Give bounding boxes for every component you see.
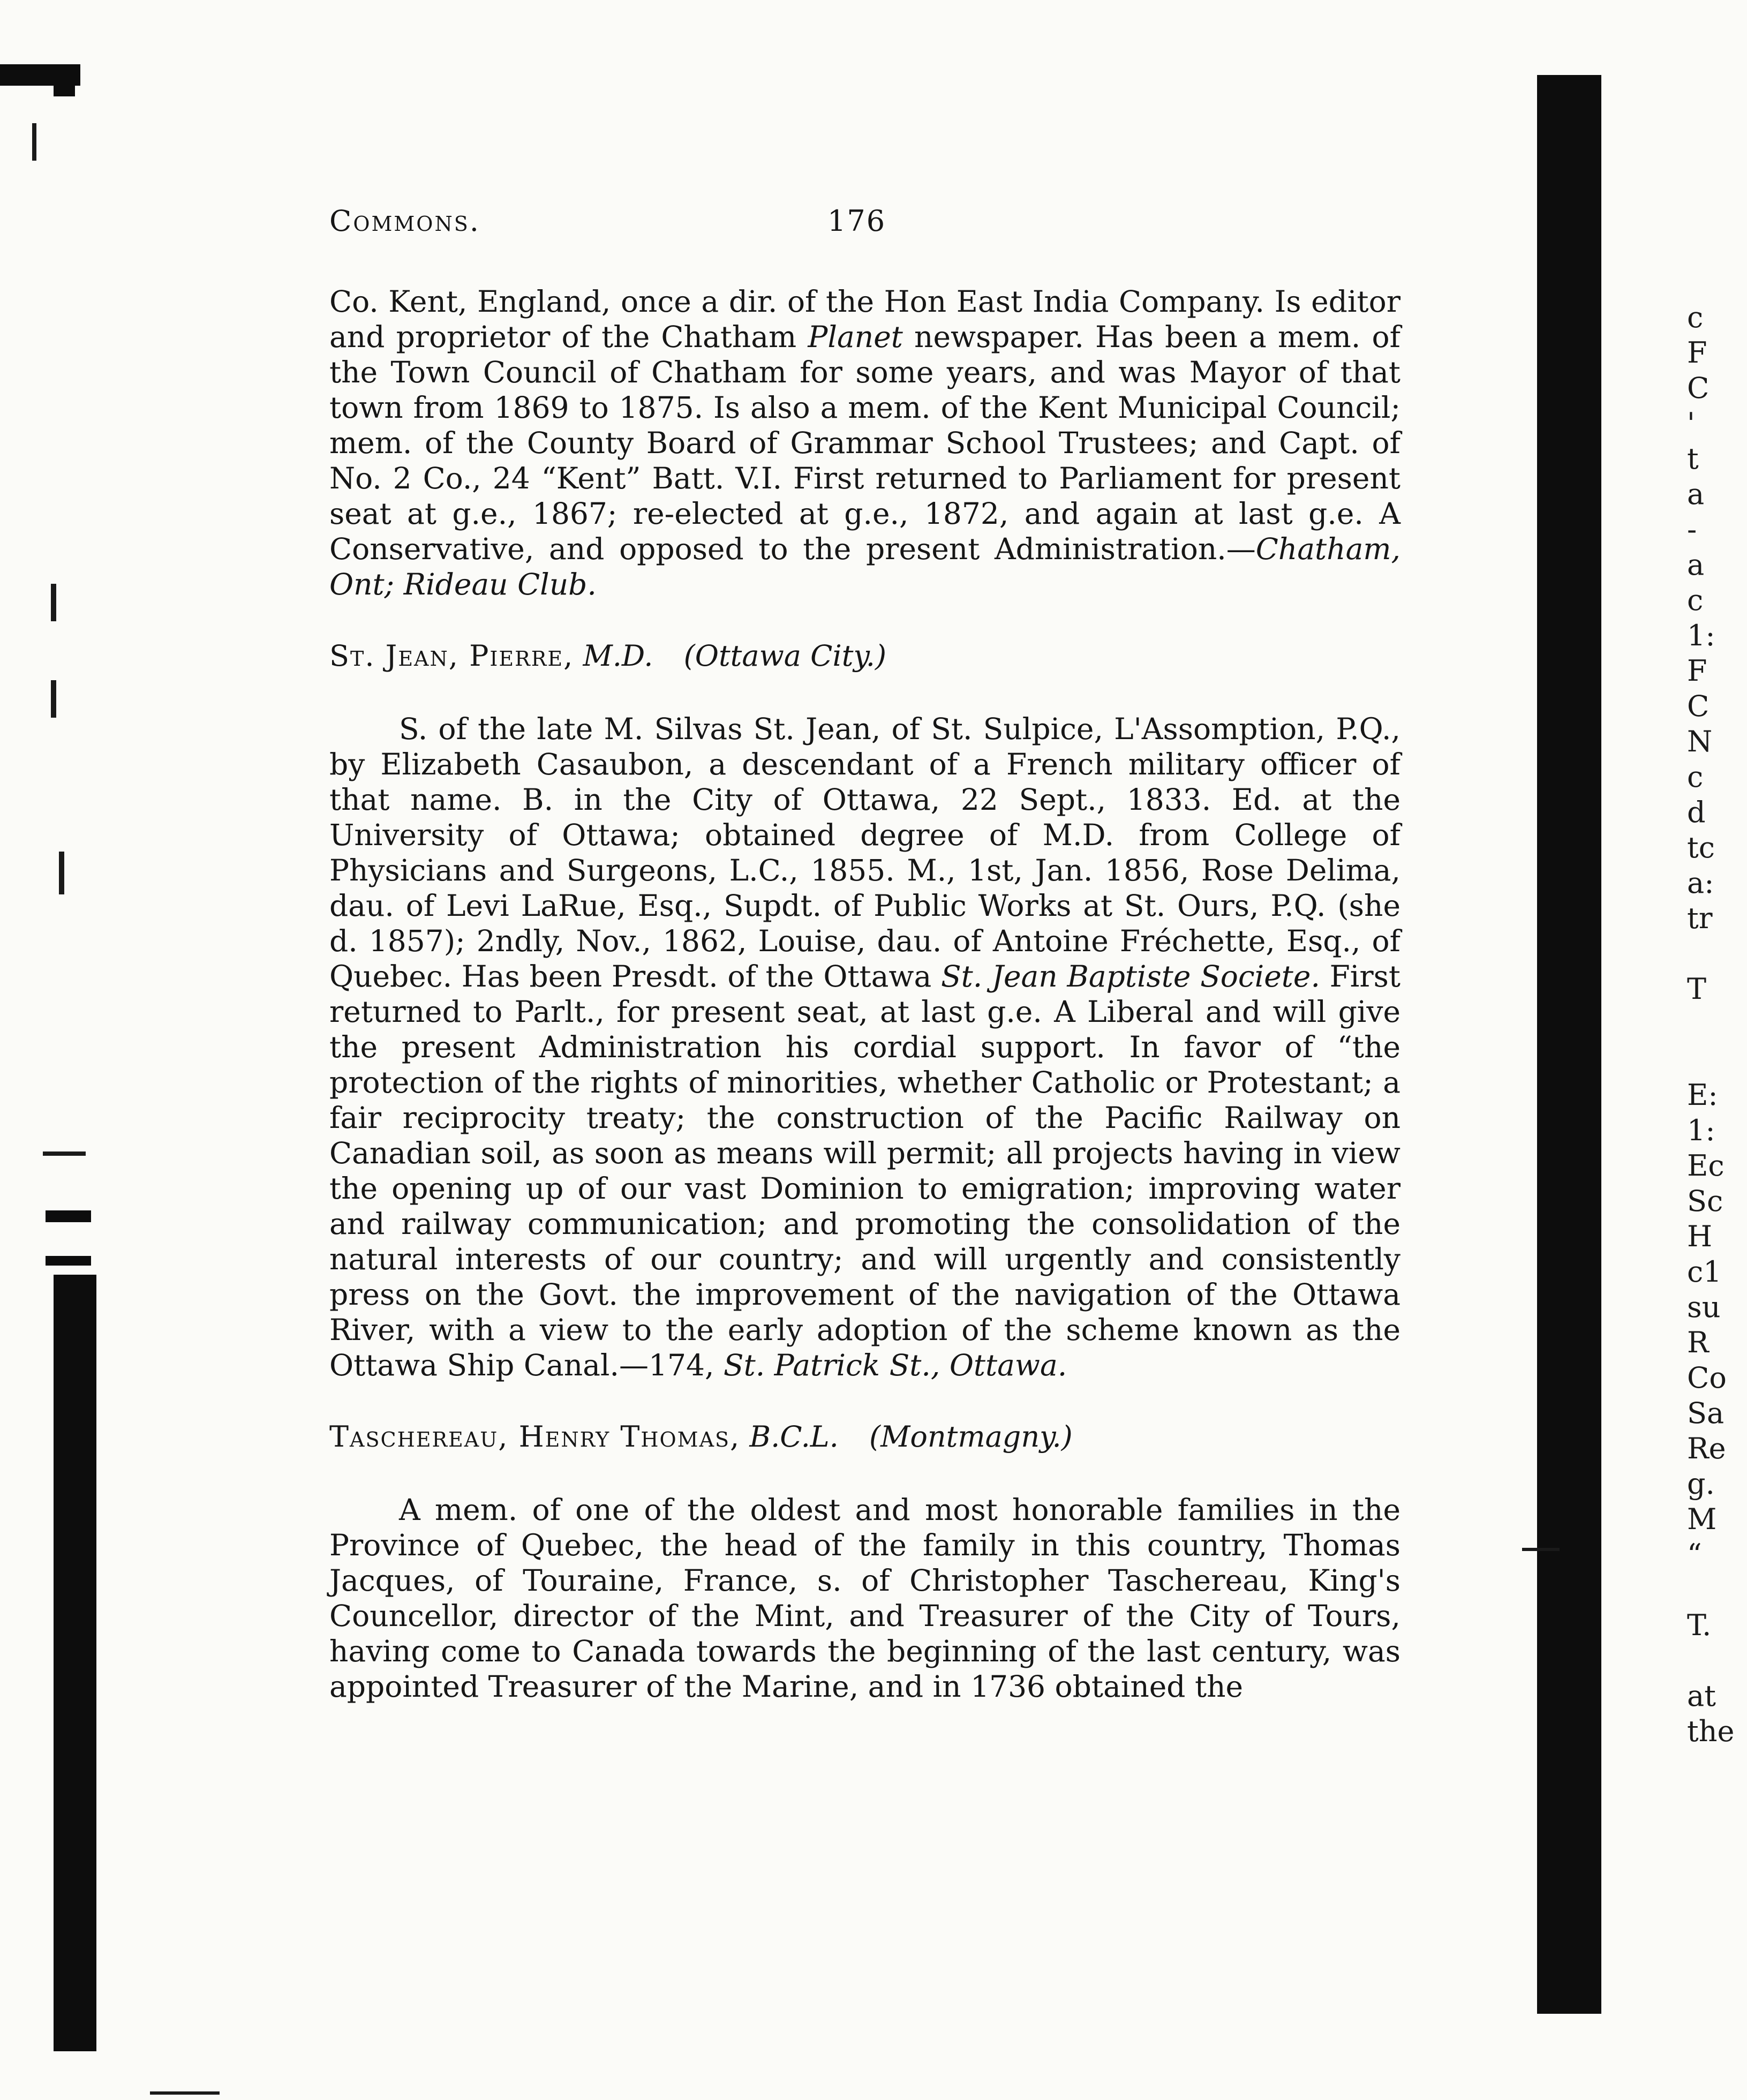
text-column (329, 204, 1400, 1704)
fragment: c (1687, 760, 1704, 794)
fragment: c (1687, 300, 1704, 334)
fragment: T (1687, 972, 1707, 1006)
fragment: Re (1687, 1432, 1726, 1465)
fragment: C (1687, 689, 1710, 723)
fragment (1687, 1042, 1747, 1078)
entry-heading-st-jean (329, 638, 1400, 674)
fragment: M (1687, 1502, 1717, 1536)
fragment: - (1687, 513, 1697, 546)
biography-paragraph (329, 1492, 1400, 1704)
edge-dash-bold (46, 1256, 91, 1266)
fragment (1687, 936, 1747, 972)
page-header (329, 204, 1400, 246)
fragment: the (1687, 1714, 1735, 1748)
running-title: Commons. (329, 204, 480, 238)
fragment: R (1687, 1326, 1709, 1359)
fragment: ' (1687, 407, 1695, 440)
fragment: F (1687, 654, 1707, 688)
biography-paragraph (329, 711, 1400, 1383)
fragment (1687, 1007, 1747, 1042)
fragment: a: (1687, 866, 1714, 900)
fragment: 1: (1687, 1113, 1715, 1147)
society-name: St. Jean Baptiste Societe. (940, 959, 1320, 993)
continuation-paragraph (329, 284, 1400, 602)
edge-speck (59, 852, 64, 894)
edge-speck (51, 584, 56, 621)
member-seat: (Montmagny.) (869, 1420, 1073, 1454)
fragment: Sa (1687, 1396, 1725, 1430)
text-run: newspaper. Has been a mem. of the Town Council of Chatham for some years, and was Mayor of that town from 1869 to 1875. Is also a mem. of the Kent Municipal Council; mem. of the County Board of Grammar School Trustees; and Capt. of No. 2 Co., 24 “Kent” Batt. V.I. First returned to Parliament for present seat at g.e., 1867; re-elected at g.e., 1872, and again at last g.e. A Conservative, and opposed to the present Administration.— (329, 320, 1400, 566)
page-number: 176 (827, 204, 886, 238)
fragment: d (1687, 795, 1706, 829)
fragment: g. (1687, 1467, 1715, 1501)
fragment: H (1687, 1220, 1713, 1253)
gutter-tick (1522, 1548, 1560, 1551)
member-degree: B.C.L. (749, 1420, 839, 1454)
member-degree: M.D. (583, 639, 653, 673)
fragment: su (1687, 1290, 1721, 1324)
address: St. Patrick St., Ottawa. (723, 1348, 1067, 1382)
edge-speck (51, 680, 56, 718)
fragment: T. (1687, 1608, 1712, 1642)
address: Chatham, Ont; Rideau Club. (329, 532, 1400, 601)
text-run: S. of the late M. Silvas St. Jean, of St. Sulpice, L'Assomption, P.Q., by Elizabeth Casaubon, a descendant of a French military officer of that name. B. in the City of Ottawa, 22 Sept., 1833. Ed. at the University of Ottawa; obtained degree of M.D. from College of Physicians and Surgeons, L.C., 1855. M., 1st, Jan. 1856, Rose Delima, dau. of Levi LaRue, Esq., Supdt. of Public Works at St. Ours, P.Q. (she d. 1857); 2ndly, Nov., 1862, Louise, dau. of Antoine Fréchette, Esq., of Quebec. Has been Presdt. of the Ottawa (329, 712, 1400, 993)
fragment: tc (1687, 831, 1715, 864)
fragment: Co (1687, 1361, 1727, 1395)
newspaper-name: Planet (808, 320, 903, 354)
fragment (1687, 1572, 1747, 1608)
text-run: Co. Kent, England, once a dir. of the Hon East India Company. Is editor and proprietor of the Chatham (329, 284, 1400, 354)
facing-page-fragments (1687, 300, 1747, 1749)
fragment: F (1687, 336, 1707, 370)
fragment: a (1687, 548, 1705, 582)
fragment: Sc (1687, 1184, 1723, 1218)
member-name: St. Jean, Pierre, (329, 639, 574, 673)
fragment: N (1687, 725, 1713, 758)
member-seat: (Ottawa City.) (683, 639, 887, 673)
fragment (1687, 1643, 1747, 1679)
text-run: A mem. of one of the oldest and most honorable families in the Province of Quebec, the head of the family in this country, Thomas Jacques, of Touraine, France, s. of Christopher Taschereau, King's Councellor, director of the Mint, and Treasurer of the City of Tours, having come to Canada towards the beginning of the last century, was appointed Treasurer of the Marine, and in 1736 obtained the (329, 1493, 1400, 1704)
fragment: Ec (1687, 1149, 1725, 1183)
fragment: t (1687, 442, 1699, 476)
fragment: tr (1687, 901, 1713, 935)
edge-dash (150, 2091, 220, 2095)
text-run: First returned to Parlt., for present seat, at last g.e. A Liberal and will give the present Administration his cordial support. In favor of “the protection of the rights of minorities, whether Catholic or Protestant; a fair reciprocity treaty; the construction of the Pacific Railway on Canadian soil, as soon as means will permit; all projects having in view the opening up of our vast Dominion to emigration; improving water and railway communication; and promoting the consolidation of the natural interests of our country; and will urgently and consistently press on the Govt. the improvement of the navigation of the Ottawa River, with a view to the early adoption of the scheme known as the Ottawa Ship Canal.—174, (329, 959, 1401, 1382)
fragment: C (1687, 371, 1710, 405)
gutter-shadow-right (1537, 75, 1601, 2014)
fragment: c (1687, 583, 1704, 617)
fragment: E: (1687, 1078, 1718, 1112)
fragment: a (1687, 477, 1705, 511)
edge-speck (32, 123, 36, 161)
fragment: 1: (1687, 619, 1715, 652)
binding-shadow-left (54, 1275, 96, 2051)
fragment: c1 (1687, 1255, 1722, 1289)
fragment: “ (1687, 1538, 1702, 1571)
fragment: at (1687, 1679, 1716, 1713)
member-name: Taschereau, Henry Thomas, (329, 1420, 741, 1454)
binding-mark-top-tail (54, 64, 75, 96)
edge-dash-bold (46, 1210, 91, 1222)
edge-dash (43, 1151, 86, 1156)
entry-heading-taschereau (329, 1419, 1400, 1455)
